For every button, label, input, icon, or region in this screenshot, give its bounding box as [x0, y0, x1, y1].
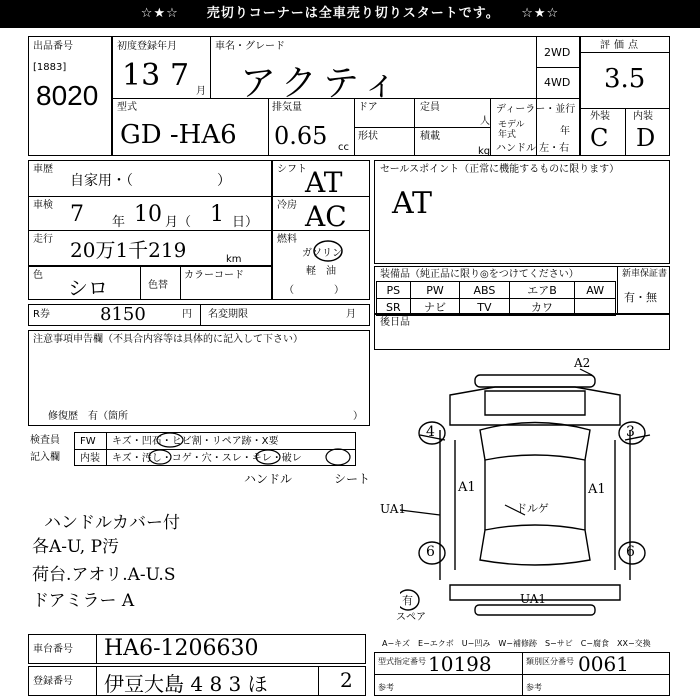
banner: ☆★☆ 売切りコーナーは全車売り切りスタートです。 ☆★☆ [0, 0, 700, 28]
post-install-label: 後日品 [380, 317, 410, 328]
bottom-value-1: 10198 [428, 652, 492, 676]
fuel-diesel: 軽 油 [306, 266, 336, 277]
mileage-value: 20万1千219 [70, 238, 187, 262]
recycle-value: 8150 [100, 304, 146, 325]
diagram-door-label: ドルゲ [516, 502, 549, 515]
diagram-c3: 3 [626, 424, 635, 440]
inspection-year: 7 [70, 202, 84, 227]
car-name-label: 車名・グレード [215, 41, 285, 52]
fuel-label: 燃料 [277, 234, 297, 245]
equip-tv: TV [460, 299, 509, 316]
recycle-unit: 円 [182, 309, 192, 320]
inspection-label: 車検 [33, 200, 53, 211]
recycle-box [28, 304, 370, 326]
bottom-field-3: 参考 [378, 683, 394, 692]
dealer-label: ディーラー・並行 [496, 104, 576, 115]
shift-value: AT [305, 166, 343, 199]
name-change-label: 名変期限 [208, 309, 248, 320]
equipment-label: 装備品（純正品に限り◎をつけてください） [380, 269, 579, 280]
fuel-circle-mark [310, 236, 346, 266]
inspection-day: 1 [210, 202, 224, 227]
dealer-year-unit: 年 [560, 126, 570, 137]
door-label: ドア [358, 102, 378, 113]
entry-note-seat: シート [334, 472, 371, 486]
equip-abs: ABS [460, 282, 509, 299]
equip-navi: ナビ [410, 299, 460, 316]
chassis-value: HA6-1206630 [104, 636, 259, 661]
inspection-month: 10 [134, 202, 162, 227]
grade-value: 3.5 [604, 64, 646, 94]
notes-repair-close: ） [353, 411, 363, 422]
entry-label: 記入欄 [30, 452, 60, 463]
equip-leather: カワ [509, 299, 575, 316]
dealer-handle: ハンドル 左・右 [496, 143, 570, 154]
history-label: 車歴 [33, 164, 53, 175]
grade-label: 評価点 [600, 40, 642, 51]
load-unit: kg [478, 146, 491, 157]
diagram-spare-mark: 有 [402, 594, 413, 607]
chassis-label: 車台番号 [33, 644, 73, 655]
car-diagram [400, 355, 690, 630]
mileage-unit: km [226, 254, 242, 265]
drive-2wd: 2WD [544, 46, 571, 59]
registration-value: 伊豆大島 4 8 3 ほ [104, 672, 268, 696]
car-name-value: アクティ [240, 63, 405, 104]
history-value: 自家用・（ ） [70, 173, 231, 189]
inspection-day-unit: 日） [232, 215, 259, 230]
inspection-year-unit: 年 [112, 215, 126, 230]
equipment-table [376, 281, 616, 316]
warranty-label: 新車保証書 [622, 269, 668, 279]
name-change-unit: 月 [346, 309, 356, 320]
aircon-label: 冷房 [277, 200, 297, 211]
mileage-label: 走行 [33, 234, 53, 245]
checker-circles [140, 430, 370, 470]
equip-ps: PS [377, 282, 411, 299]
lot-label: 出品番号 [33, 41, 73, 52]
interior-value: D [636, 124, 656, 152]
equip-airbag: エアB [509, 282, 575, 299]
diagram-spare: スペア [396, 612, 426, 623]
entry-row-label: 内装 [80, 453, 100, 464]
inspection-month-unit: 月（ [165, 215, 192, 230]
equip-pw: PW [410, 282, 460, 299]
color-code-label: カラーコード [184, 270, 244, 281]
equip-sr: SR [377, 299, 411, 316]
fuel-gasoline: ガソリン [302, 248, 342, 259]
note-line-4: ドアミラー A [32, 591, 135, 611]
bottom-field-2: 類別区分番号 [526, 657, 574, 666]
diagram-c4: 4 [426, 424, 435, 440]
warranty-value: 有・無 [624, 291, 657, 304]
registration-last: 2 [340, 668, 353, 692]
aircon-value: AC [305, 200, 347, 233]
equip-empty [575, 299, 616, 316]
diagram-ua1-bottom: UA1 [520, 592, 547, 606]
diagram-a1-right: A1 [588, 482, 606, 497]
shape-label: 形状 [358, 131, 378, 142]
sales-label: セールスポイント（正常に機能するものに限ります） [380, 164, 620, 175]
entry-note-handle: ハンドル [244, 472, 293, 486]
equip-aw: AW [575, 282, 616, 299]
diagram-a2: A2 [574, 356, 591, 370]
checker-row-label: FW [80, 436, 96, 447]
load-label: 積載 [420, 131, 440, 142]
model-label: 型式 [117, 102, 137, 113]
note-line-3: 荷台.アオリ.A-U.S [32, 565, 176, 585]
shift-label: シフト [277, 164, 307, 175]
bottom-field-4: 参考 [526, 683, 542, 692]
first-reg-label: 初度登録年月 [117, 41, 177, 52]
first-reg-month-unit: 月 [196, 86, 206, 97]
exterior-value: C [590, 124, 609, 152]
dealer-model-year: モデル 年式 [498, 120, 525, 140]
diagram-a1-left: A1 [458, 480, 476, 495]
capacity-label: 定員 [420, 102, 440, 113]
bottom-value-2: 0061 [578, 652, 629, 676]
recycle-label: R券 [33, 309, 50, 320]
checker-label: 検査員 [30, 435, 60, 446]
lot-bracket: [1883] [33, 62, 67, 73]
post-install-box [374, 314, 670, 350]
drive-4wd: 4WD [544, 76, 571, 89]
model-value: GD -HA6 [120, 120, 237, 150]
exterior-label: 外装 [590, 111, 610, 122]
color-value: シロ [68, 276, 108, 300]
checker-row: キズ・凹石・ヒビ割・リペア跡・X要 [112, 436, 279, 447]
notes-label: 注意事項申告欄（不具合内容等は具体的に記入して下さい） [33, 334, 303, 345]
capacity-unit: 人 [480, 116, 490, 127]
entry-row: キズ・汚し・コゲ・穴・スレ・キレ・破レ [112, 453, 302, 464]
interior-label: 内装 [633, 111, 653, 122]
displacement-unit: cc [338, 142, 349, 153]
first-reg-month: 7 [170, 58, 190, 93]
color-label: 色 [33, 270, 43, 281]
diagram-c6r: 6 [626, 544, 635, 560]
damage-legend: A−キズ E−エクボ U−凹み W−補修跡 S−サビ C−腐食 XX−交換 [382, 639, 651, 648]
diagram-c6l: 6 [426, 544, 435, 560]
diagram-ua1-left: UA1 [380, 502, 407, 516]
note-line-1: ハンドルカバー付 [44, 513, 180, 533]
color-change-label: 色替 [148, 280, 168, 291]
note-line-2: 各A-U, P汚 [32, 537, 120, 557]
notes-repair: 修復歴 有（箇所 [48, 411, 128, 422]
displacement-value: 0.65 [274, 122, 328, 150]
first-reg-year: 13 [122, 58, 161, 93]
displacement-label: 排気量 [272, 102, 302, 113]
sales-value: AT [392, 186, 433, 221]
lot-number: 8020 [36, 80, 99, 111]
fuel-paren: （ ） [284, 285, 344, 296]
registration-label: 登録番号 [33, 676, 73, 687]
bottom-field-1: 型式指定番号 [378, 657, 426, 666]
